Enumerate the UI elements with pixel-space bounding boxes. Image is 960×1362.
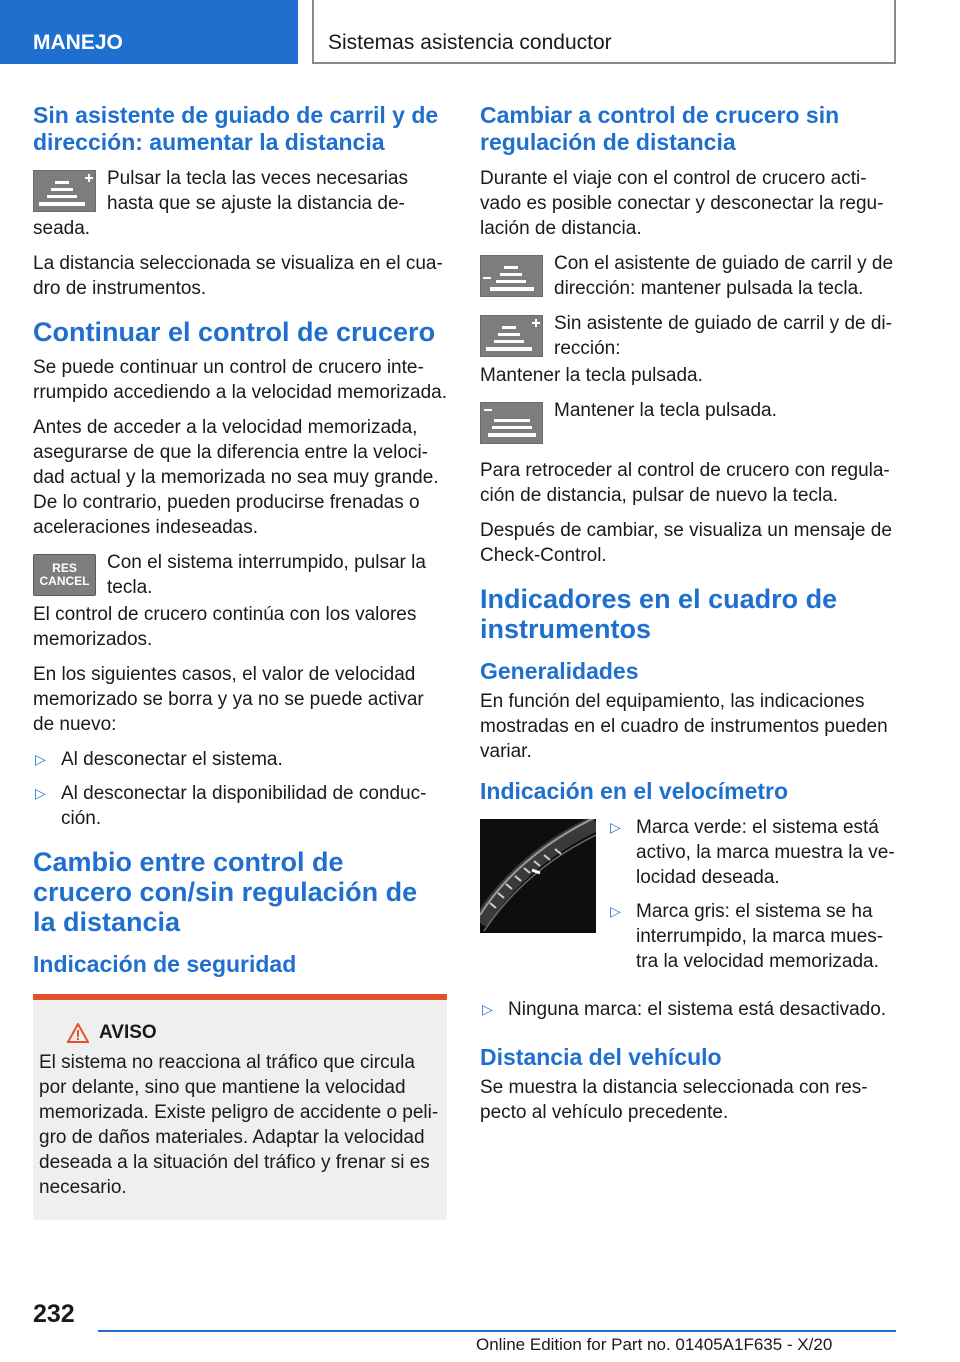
res-cancel-icon — [33, 554, 96, 596]
continue-text-2: Antes de acceder a la velocidad memorizada, asegurarse de que la diferencia entre la veloci-dad actual y la memorizada no sea muy grande. De lo contrario, pueden producirse frenadas o aceleraciones indeseadas. — [33, 417, 439, 538]
speedometer-image — [480, 819, 596, 933]
heading-indicators: Indicadores en el cuadro de instrumentos — [480, 584, 838, 644]
list-item: ▷ Al desconectar el sistema. — [35, 749, 283, 770]
res-text: Con el sistema interrumpido, pulsar la tecla. — [107, 552, 426, 598]
icon2-instruction — [480, 311, 896, 361]
heading-change-no-reg: Cambiar a control de crucero sin regulación de distancia — [480, 102, 840, 155]
page-number: 232 — [33, 1300, 75, 1328]
heading-continue: Continuar el control de crucero — [33, 317, 436, 347]
icon1-instruction — [480, 251, 896, 301]
heading-change: Cambio entre control de crucero con/sin regulación de la distancia — [33, 847, 418, 937]
res-label: RES — [52, 561, 77, 575]
no-mark-bullet — [480, 997, 896, 1022]
heading-distance: Distancia del vehículo — [480, 1044, 722, 1070]
triangle-bullet-icon: ▷ — [610, 903, 621, 919]
warning-box — [33, 994, 447, 1220]
back-text: Para retroceder al control de crucero con regula-ción de distancia, pulsar de nuevo la tecla. — [480, 460, 890, 506]
general-text: En función del equipamiento, las indicaciones mostradas en el cuadro de instrumentos pueden variar. — [480, 691, 888, 762]
cancel-label: CANCEL — [39, 574, 90, 588]
res-instruction — [33, 550, 447, 600]
continue-bullets — [33, 747, 447, 831]
icon2-text: Sin asistente de guiado de carril y de di-rección: — [554, 313, 892, 359]
distance-plus-icon — [480, 315, 543, 357]
distance-text: Se muestra la distancia seleccionada con res-pecto al vehículo precedente. — [480, 1077, 868, 1123]
distance-minus-icon — [480, 402, 543, 444]
triangle-bullet-icon: ▷ — [482, 1001, 493, 1017]
warning-triangle-icon — [67, 1023, 89, 1043]
heading-speedometer: Indicación en el velocímetro — [480, 778, 789, 804]
heading-no-assist: Sin asistente de guiado de carril y de dirección: aumentar la distancia — [33, 102, 439, 155]
speedometer-section — [480, 815, 896, 993]
heading-safety: Indicación de seguridad — [33, 951, 297, 977]
chapter-title: Sistemas asistencia conductor — [312, 0, 896, 64]
heading-general: Generalidades — [480, 658, 639, 684]
warning-text: El sistema no reacciona al tráfico que circula por delante, sino que mantiene la velocidad memorizada. Existe peligro de accidente o peli-gro de daños materiales. Adaptar la velocidad deseada a la situación del tráfico y frenar si es necesario. — [39, 1052, 439, 1198]
distance-plus-icon — [33, 170, 96, 212]
continue-text-3: El control de crucero continúa con los valores memorizados. — [33, 604, 417, 650]
warning-title: AVISO — [99, 1022, 157, 1043]
footer-divider — [98, 1330, 896, 1332]
continue-text-1: Se puede continuar un control de crucero inte-rrumpido accediendo a la velocidad memorizada. — [33, 357, 448, 403]
warning-header — [39, 1022, 441, 1044]
list-item: ▷ Al desconectar la disponibilidad de conduc-ción. — [35, 783, 427, 829]
continue-text-4: En los siguientes casos, el valor de velocidad memorizado se borra y ya no se puede activar de nuevo: — [33, 664, 424, 735]
icon3-text: Mantener la tecla pulsada. — [554, 400, 777, 421]
no-assist-text: Pulsar la tecla las veces necesarias hasta que se ajuste la distancia de-seada. — [33, 168, 408, 239]
right-column — [480, 102, 896, 1135]
triangle-bullet-icon: ▷ — [35, 751, 46, 767]
edition-text: Online Edition for Part no. 01405A1F635 - X/20 — [476, 1335, 833, 1354]
keep-pressed-text: Mantener la tecla pulsada. — [480, 365, 703, 386]
list-item: ▷ Ninguna marca: el sistema está desactivado. — [482, 999, 887, 1020]
change-text-1: Durante el viaje con el control de crucero acti-vado es posible conectar y desconectar la regu-lación de distancia. — [480, 168, 884, 239]
no-assist-instruction — [33, 166, 447, 241]
triangle-bullet-icon: ▷ — [610, 819, 621, 835]
triangle-bullet-icon: ▷ — [35, 785, 46, 801]
icon1-text: Con el asistente de guiado de carril y de dirección: mantener pulsada la tecla. — [554, 253, 894, 299]
section-tab: MANEJO — [0, 0, 298, 64]
distance-minus-icon — [480, 255, 543, 297]
list-item: ▷ Marca verde: el sistema está activo, la marca muestra la ve-locidad deseada. — [610, 817, 895, 888]
list-item: ▷ Marca gris: el sistema se ha interrumpido, la marca mues-tra la velocidad memorizada. — [610, 901, 884, 972]
distance-shown-text: La distancia seleccionada se visualiza en el cua-dro de instrumentos. — [33, 253, 443, 299]
speedometer-bullets — [608, 815, 896, 983]
left-column — [33, 102, 447, 1220]
after-change-text: Después de cambiar, se visualiza un mensaje de Check-Control. — [480, 520, 892, 566]
icon3-instruction — [480, 398, 896, 448]
